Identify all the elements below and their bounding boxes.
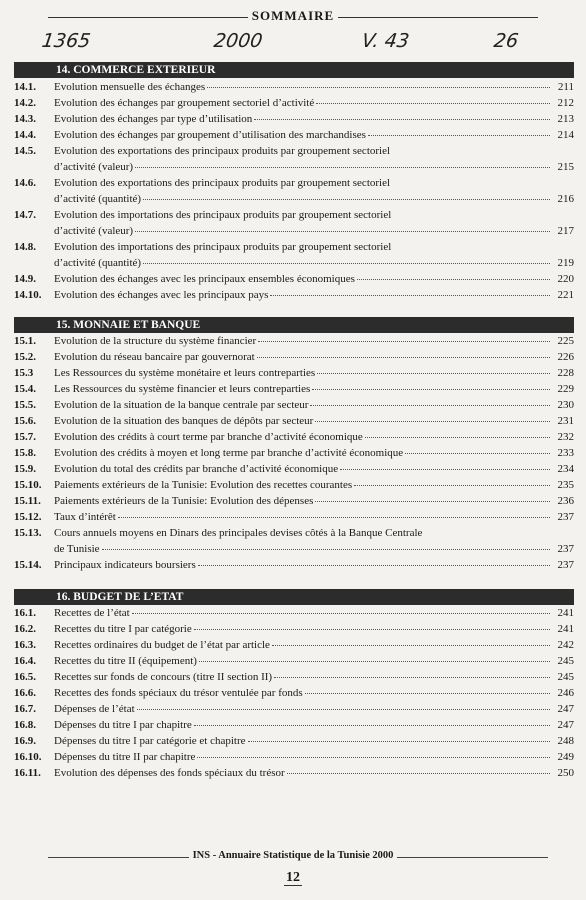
- toc-entry-page: 220: [557, 273, 574, 285]
- toc-entry-page: 211: [557, 81, 574, 93]
- toc-entry-page: 221: [557, 289, 574, 301]
- toc-entry-number: 16.8.: [14, 719, 36, 731]
- dot-leader: [207, 77, 550, 88]
- toc-entry-page: 217: [557, 225, 574, 237]
- toc-entry-number: 16.2.: [14, 623, 36, 635]
- dot-leader: [258, 331, 550, 342]
- toc-entry-page: 245: [557, 655, 574, 667]
- toc-entry-page: 213: [557, 113, 574, 125]
- toc-entry-number: 14.5.: [14, 145, 36, 157]
- toc-entry-page: 241: [557, 623, 574, 635]
- toc-entry-title: Evolution des importations des principaux produits par groupement sectoriel: [54, 209, 392, 221]
- toc-entry-number: 16.1.: [14, 607, 36, 619]
- toc-entry-page: 242: [557, 639, 574, 651]
- toc-entry: [14, 287, 574, 303]
- footer-text: [0, 850, 586, 861]
- toc-entry-number: 15.6.: [14, 415, 36, 427]
- toc-entry-number: 16.5.: [14, 671, 36, 683]
- dot-leader: [357, 269, 550, 280]
- dot-leader: [194, 715, 550, 726]
- toc-entry-title: Les Ressources du système monétaire et leurs contreparties: [54, 367, 316, 379]
- section-header-budget: 16. BUDGET DE L’ETAT: [14, 589, 574, 605]
- toc-entry-title: Evolution mensuelle des échanges: [54, 81, 206, 93]
- dot-leader: [143, 253, 550, 264]
- toc-entry-page: 235: [557, 479, 574, 491]
- toc-entry-number: 14.1.: [14, 81, 36, 93]
- dot-leader: [368, 125, 550, 136]
- toc-entry-page: 216: [557, 193, 574, 205]
- dot-leader: [310, 395, 550, 406]
- dot-leader: [199, 651, 550, 662]
- dot-leader: [143, 189, 550, 200]
- toc-entry-number: 16.6.: [14, 687, 36, 699]
- toc-entry-number: 14.10.: [14, 289, 42, 301]
- handwritten-note-4: 26: [492, 30, 520, 52]
- toc-entry-page: 245: [557, 671, 574, 683]
- toc-entry-number: 14.2.: [14, 97, 36, 109]
- dot-leader: [340, 459, 550, 470]
- toc-entry-number: 15.4.: [14, 383, 36, 395]
- toc-entry-line: [54, 191, 574, 207]
- toc-entry-title: Recettes ordinaires du budget de l’état par article: [54, 639, 270, 651]
- section-list-monnaie: [14, 333, 574, 573]
- handwritten-note-1: 1365: [40, 30, 92, 52]
- toc-entry-page: 247: [557, 719, 574, 731]
- toc-entry-page: 237: [557, 511, 574, 523]
- dot-leader: [137, 699, 550, 710]
- toc-entry-title: d’activité (valeur): [54, 225, 134, 237]
- toc-entry-number: 14.3.: [14, 113, 36, 125]
- toc-entry-title: d’activité (quantité): [54, 193, 142, 205]
- toc-entry-page: 241: [557, 607, 574, 619]
- toc-entry-number: 16.3.: [14, 639, 36, 651]
- toc-entry-title: Paiements extérieurs de la Tunisie: Evolution des dépenses: [54, 495, 314, 507]
- handwritten-note-2: 2000: [212, 30, 264, 52]
- toc-entry-number: 14.6.: [14, 177, 36, 189]
- toc-entry-number: 14.7.: [14, 209, 36, 221]
- toc-entry-number: 14.4.: [14, 129, 36, 141]
- toc-entry-number: 15.2.: [14, 351, 36, 363]
- page-number: [0, 870, 586, 886]
- dot-leader: [365, 427, 550, 438]
- toc-entry: [14, 239, 574, 271]
- toc-entry-title: d’activité (valeur): [54, 161, 134, 173]
- toc-entry-title: Evolution de la situation de la banque centrale par secteur: [54, 399, 309, 411]
- toc-entry: [14, 143, 574, 175]
- page-title-text: SOMMAIRE: [248, 8, 338, 23]
- dot-leader: [354, 475, 550, 486]
- footer-label: INS - Annuaire Statistique de la Tunisie 2000: [189, 850, 398, 861]
- toc-entry-text: [54, 127, 574, 143]
- dot-leader: [254, 109, 550, 120]
- handwritten-note-3: V. 43: [360, 30, 411, 52]
- toc-entry-title: Recettes de l’état: [54, 607, 130, 619]
- toc-entry-title: Taux d’intérêt: [54, 511, 116, 523]
- dot-leader: [198, 555, 550, 566]
- toc-entry-title: Evolution des crédits à court terme par branche d’activité économique: [54, 431, 363, 443]
- toc-entry-page: 212: [557, 97, 574, 109]
- section-list-budget: [14, 605, 574, 781]
- toc-entry-title: de Tunisie: [54, 543, 100, 555]
- toc-entry-text: [54, 287, 574, 303]
- toc-entry-title: d’activité (quantité): [54, 257, 142, 269]
- dot-leader: [315, 491, 550, 502]
- toc-entry-title: Dépenses de l’état: [54, 703, 135, 715]
- dot-leader: [405, 443, 550, 454]
- toc-entry-number: 16.4.: [14, 655, 36, 667]
- toc-entry-number: 15.14.: [14, 559, 42, 571]
- toc-entry-text: [54, 525, 574, 557]
- section-header-monnaie: 15. MONNAIE ET BANQUE: [14, 317, 574, 333]
- toc-entry: [14, 127, 574, 143]
- section-list-commerce: [14, 79, 574, 303]
- toc-entry-title: Dépenses du titre II par chapitre: [54, 751, 196, 763]
- page-number-value: 12: [286, 870, 300, 885]
- toc-entry-line: [54, 509, 574, 525]
- toc-entry-page: 233: [557, 447, 574, 459]
- toc-entry-title: Evolution du réseau bancaire par gouvernorat: [54, 351, 255, 363]
- toc-entry-text: [54, 207, 574, 239]
- toc-entry-title: Principaux indicateurs boursiers: [54, 559, 196, 571]
- toc-entry-title: Recettes du titre I par catégorie: [54, 623, 192, 635]
- toc-entry-title: Recettes sur fonds de concours (titre II section II): [54, 671, 273, 683]
- toc-entry-number: 15.8.: [14, 447, 36, 459]
- toc-entry: [14, 207, 574, 239]
- toc-entry-text: [54, 143, 574, 175]
- toc-entry-number: 15.9.: [14, 463, 36, 475]
- toc-entry-page: 226: [557, 351, 574, 363]
- dot-leader: [197, 747, 550, 758]
- toc-entry-page: 249: [557, 751, 574, 763]
- dot-leader: [118, 507, 550, 518]
- toc-entry-title: Evolution des échanges par groupement sectoriel d’activité: [54, 97, 315, 109]
- dot-leader: [287, 763, 550, 774]
- toc-entry-number: 16.7.: [14, 703, 36, 715]
- toc-entry-number: 15.1.: [14, 335, 36, 347]
- dot-leader: [135, 221, 550, 232]
- toc-entry-title: Evolution de la structure du système financier: [54, 335, 257, 347]
- toc-entry-number: 16.9.: [14, 735, 36, 747]
- toc-entry-page: 234: [557, 463, 574, 475]
- toc-entry-number: 16.11.: [14, 767, 41, 779]
- page-title: [0, 8, 586, 24]
- toc-entry-title: Evolution des exportations des principaux produits par groupement sectoriel: [54, 177, 391, 189]
- toc-entry-page: 214: [557, 129, 574, 141]
- toc-entry-page: 231: [557, 415, 574, 427]
- toc-entry-title: Evolution des échanges par type d’utilisation: [54, 113, 253, 125]
- toc-entry-number: 16.10.: [14, 751, 42, 763]
- toc-entry: [14, 765, 574, 781]
- toc-entry-title: Dépenses du titre I par chapitre: [54, 719, 192, 731]
- toc-entry-title: Dépenses du titre I par catégorie et chapitre: [54, 735, 246, 747]
- dot-leader: [248, 731, 551, 742]
- toc-entry-title: Evolution des échanges avec les principaux ensembles économiques: [54, 273, 355, 285]
- toc-entry-page: 228: [557, 367, 574, 379]
- toc-entry-number: 15.11.: [14, 495, 41, 507]
- toc-entry-title: Evolution des exportations des principaux produits par groupement sectoriel: [54, 145, 391, 157]
- toc-entry-line: [54, 223, 574, 239]
- toc-entry-number: 15.3: [14, 367, 34, 379]
- dot-leader: [272, 635, 550, 646]
- toc-entry-page: 230: [557, 399, 574, 411]
- section-header-commerce: 14. COMMERCE EXTERIEUR: [14, 62, 574, 78]
- toc-entry-line: [54, 287, 574, 303]
- toc-entry-number: 14.8.: [14, 241, 36, 253]
- toc-entry-title: Evolution des crédits à moyen et long terme par branche d’activité économique: [54, 447, 404, 459]
- dot-leader: [315, 411, 550, 422]
- dot-leader: [305, 683, 550, 694]
- toc-entry-line: [54, 557, 574, 573]
- toc-entry-line: [54, 159, 574, 175]
- toc-entry-title: Evolution du total des crédits par branche d’activité économique: [54, 463, 339, 475]
- toc-entry-title: Recettes du titre II (équipement): [54, 655, 197, 667]
- toc-entry-title: Les Ressources du système financier et leurs contreparties: [54, 383, 311, 395]
- toc-entry-page: 236: [557, 495, 574, 507]
- toc-entry-page: 248: [557, 735, 574, 747]
- toc-entry-text: [54, 765, 574, 781]
- toc-entry-number: 15.10.: [14, 479, 42, 491]
- dot-leader: [132, 603, 550, 614]
- toc-entry-title: Cours annuels moyens en Dinars des principales devises côtés à la Banque Centrale: [54, 527, 423, 539]
- toc-entry-page: 237: [557, 559, 574, 571]
- toc-entry-number: 15.13.: [14, 527, 42, 539]
- toc-entry: [14, 509, 574, 525]
- toc-entry: [14, 175, 574, 207]
- toc-entry-number: 15.5.: [14, 399, 36, 411]
- toc-entry-page: 247: [557, 703, 574, 715]
- dot-leader: [317, 363, 550, 374]
- toc-entry-title: Evolution de la situation des banques de dépôts par secteur: [54, 415, 314, 427]
- toc-entry-page: 237: [557, 543, 574, 555]
- dot-leader: [316, 93, 550, 104]
- toc-entry-page: 229: [557, 383, 574, 395]
- toc-entry-title: Recettes des fonds spéciaux du trésor ventulée par fonds: [54, 687, 303, 699]
- toc-entry-number: 15.12.: [14, 511, 42, 523]
- toc-entry-page: 225: [557, 335, 574, 347]
- dot-leader: [135, 157, 550, 168]
- toc-entry-page: 246: [557, 687, 574, 699]
- toc-entry-page: 219: [557, 257, 574, 269]
- toc-entry-title: Evolution des dépenses des fonds spéciaux du trésor: [54, 767, 285, 779]
- toc-entry-title: Paiements extérieurs de la Tunisie: Evolution des recettes courantes: [54, 479, 353, 491]
- dot-leader: [312, 379, 550, 390]
- toc-entry: [14, 525, 574, 557]
- toc-entry-line: [54, 127, 574, 143]
- toc-entry-page: 215: [557, 161, 574, 173]
- toc-entry-text: [54, 509, 574, 525]
- toc-entry-line: [54, 765, 574, 781]
- toc-entry-title: Evolution des importations des principaux produits par groupement sectoriel: [54, 241, 392, 253]
- toc-entry-text: [54, 557, 574, 573]
- toc-entry-title: Evolution des échanges par groupement d’utilisation des marchandises: [54, 129, 366, 141]
- dot-leader: [194, 619, 550, 630]
- toc-entry-number: 15.7.: [14, 431, 36, 443]
- dot-leader: [274, 667, 550, 678]
- toc-entry-number: 14.9.: [14, 273, 36, 285]
- dot-leader: [102, 539, 550, 550]
- dot-leader: [270, 285, 550, 296]
- toc-entry-text: [54, 239, 574, 271]
- toc-entry-text: [54, 175, 574, 207]
- toc-entry-page: 250: [557, 767, 574, 779]
- toc-entry: [14, 557, 574, 573]
- toc-entry-title: Evolution des échanges avec les principaux pays: [54, 289, 269, 301]
- dot-leader: [257, 347, 550, 358]
- toc-entry-page: 232: [557, 431, 574, 443]
